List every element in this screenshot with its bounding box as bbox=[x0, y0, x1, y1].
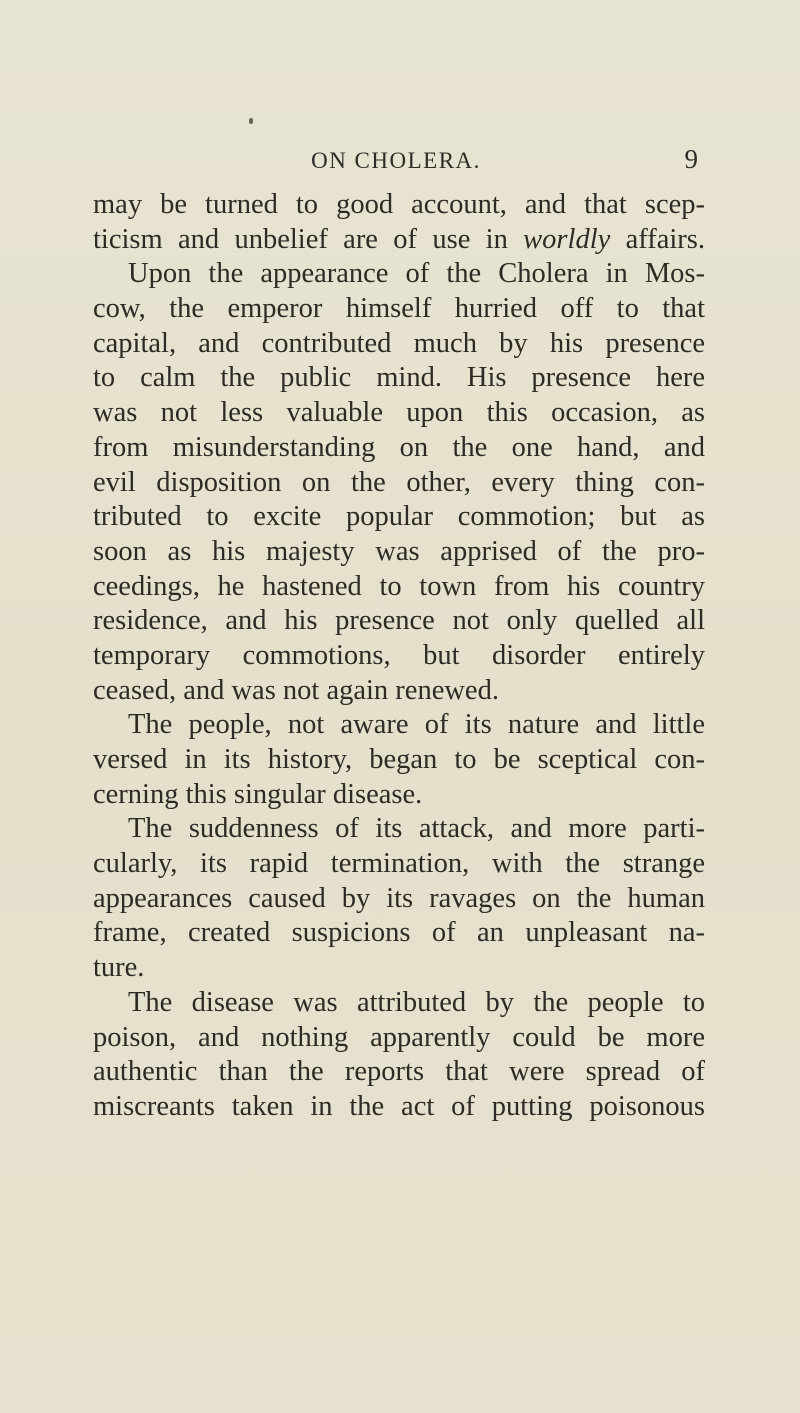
text-line: ceased, and was not again renewed. bbox=[93, 674, 499, 706]
text-line: cularly, its rapid termination, with the strange bbox=[93, 848, 705, 880]
text-line: evil disposition on the other, every thing con- bbox=[93, 466, 705, 498]
page-header bbox=[92, 140, 700, 180]
text-line: cerning this singular disease. bbox=[93, 778, 423, 810]
italic-word: worldly bbox=[523, 223, 611, 255]
text-line: The people, not aware of its nature and little bbox=[128, 709, 705, 741]
text-line: miscreants taken in the act of putting poisonous bbox=[93, 1090, 705, 1122]
text-line: appearances caused by its ravages on the human bbox=[93, 882, 705, 914]
text-line: tributed to excite popular commotion; but as bbox=[93, 501, 705, 533]
text-line: may be turned to good account, and that scep- bbox=[93, 189, 705, 220]
text-line: ture. bbox=[93, 952, 145, 984]
text-line: cow, the emperor himself hurried off to that bbox=[93, 293, 705, 325]
text-line: ceedings, he hastened to town from his country bbox=[93, 570, 705, 602]
text-line bbox=[93, 223, 705, 258]
text-line: frame, created suspicions of an unpleasant na- bbox=[93, 917, 705, 949]
text-line: authentic than the reports that were spread of bbox=[93, 1056, 705, 1088]
ink-speck bbox=[249, 118, 253, 124]
text-line: to calm the public mind. His presence here bbox=[93, 362, 705, 394]
text-line: residence, and his presence not only quelled all bbox=[93, 605, 705, 637]
page-number: 9 bbox=[684, 144, 698, 174]
text-line: temporary commotions, but disorder entirely bbox=[93, 639, 705, 671]
text-line: poison, and nothing apparently could be more bbox=[93, 1021, 705, 1053]
text-line: capital, and contributed much by his presence bbox=[93, 327, 705, 359]
text-line: from misunderstanding on the one hand, and bbox=[93, 431, 705, 463]
text-fragment: affairs. bbox=[610, 223, 705, 255]
running-title: ON CHOLERA. bbox=[311, 148, 481, 173]
text-line: The suddenness of its attack, and more parti- bbox=[128, 813, 705, 845]
text-line: The disease was attributed by the people to bbox=[128, 986, 705, 1018]
text-line: soon as his majesty was apprised of the pro- bbox=[93, 535, 705, 567]
text-fragment: ticism and unbelief are of use in bbox=[93, 223, 524, 255]
text-line: Upon the appearance of the Cholera in Mos- bbox=[128, 258, 705, 290]
body-text bbox=[93, 188, 705, 1125]
text-line: versed in its history, began to be sceptical con- bbox=[93, 744, 705, 775]
text-line: was not less valuable upon this occasion, as bbox=[93, 397, 705, 429]
